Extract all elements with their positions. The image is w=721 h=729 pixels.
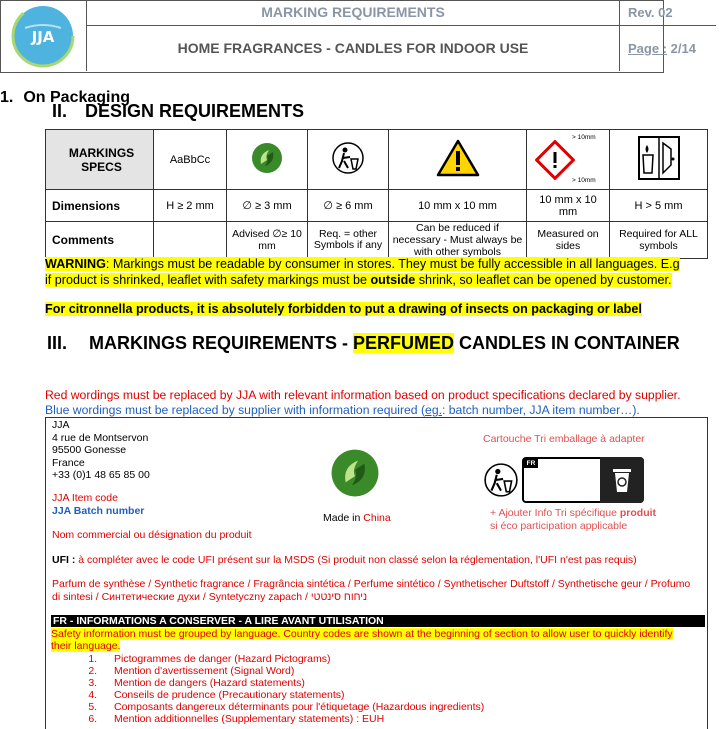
blue-note [45, 403, 640, 417]
citronella-text: For citronnella products, it is absolutely forbidden to put a drawing of insects on packaging or label [45, 302, 642, 316]
tidyman-cell [308, 130, 389, 190]
jja-item-code: JJA Item code [52, 492, 118, 504]
list-item: 2. Mention d'avertissement (Signal Word) [100, 665, 484, 677]
section-2-title: DESIGN REQUIREMENTS [85, 101, 305, 121]
jja-logo [0, 0, 86, 71]
subsection-1-num: 1. [0, 89, 14, 106]
logo-cell [0, 0, 87, 71]
list-item: 1. Pictogrammes de danger (Hazard Pictograms) [100, 653, 484, 665]
dim-cell: 10 mm x 10 mm [389, 190, 527, 222]
warning-line-2c: shrink, so leaflet can be opened by customer. [415, 273, 672, 287]
tri-info-c: si éco participation applicable [490, 520, 628, 532]
section-2-num: II. [52, 101, 68, 121]
section-2-heading [52, 101, 304, 122]
address-line: France [52, 456, 85, 469]
doc-subtitle: HOME FRAGRANCES - CANDLES FOR INDOOR USE [177, 40, 529, 56]
packaging-mockup [45, 417, 708, 729]
green-dot-icon [330, 448, 380, 498]
comment-cell: Req. = other Symbols if any [308, 222, 389, 259]
cartouche-title: Cartouche Tri emballage à adapter [483, 433, 645, 445]
safety-note-2: their language. [51, 640, 121, 652]
section-3-title-a: MARKINGS REQUIREMENTS - [89, 333, 354, 353]
blue-note-a: Blue wordings must be replaced by supplier with information required ( [45, 403, 426, 417]
blue-note-b: : batch number, JJA item number…). [442, 403, 640, 417]
list-item: 4. Conseils de prudence (Precautionary statements) [100, 689, 484, 701]
leaflet-symbol-icon [637, 135, 681, 181]
icons-row [46, 130, 708, 190]
comment-cell: Measured on sides [527, 222, 610, 259]
ghs-cell [527, 130, 610, 190]
safety-info-list [82, 653, 484, 725]
green-dot-cell [227, 130, 308, 190]
comment-cell: Can be reduced if necessary - Must always be with other symbols [389, 222, 527, 259]
bin-panel [600, 457, 644, 503]
marking-specs-table [45, 129, 708, 259]
address-line: JJA [52, 419, 70, 431]
tidyman-icon [483, 462, 519, 498]
section-3-title-b: CANDLES IN CONTAINER [454, 333, 680, 353]
section-3-num: III. [47, 333, 68, 353]
green-dot-icon [251, 142, 283, 174]
revision: Rev. 02 [620, 0, 716, 26]
warning-outside: outside [370, 273, 416, 287]
page-value: 2/14 [670, 41, 696, 56]
doc-title: MARKING REQUIREMENTS [87, 0, 619, 26]
made-in-country: China [363, 512, 391, 524]
section-3-title-highlight: PERFUMED [353, 333, 455, 353]
list-item: 3. Mention de dangers (Hazard statements) [100, 677, 484, 689]
made-in [323, 512, 391, 524]
list-item: 5. Composants dangereux déterminants pour l'étiquetage (Hazardous ingredients) [100, 701, 484, 713]
sample-text-cell: AaBbCc [154, 130, 227, 190]
dim-cell: ∅ ≥ 3 mm [227, 190, 308, 222]
sorting-cartouche [522, 457, 644, 503]
perfume-line-2: di sintesi / Синтетические духи / Syntetyczny zapach / ניחוח סינטטי [52, 590, 368, 603]
tidyman-icon [331, 141, 365, 175]
dim-cell: 10 mm x 10 mm [527, 190, 610, 222]
blue-note-eg: eg. [425, 403, 442, 417]
ufi-label: UFI : [52, 554, 79, 566]
comment-cell [154, 222, 227, 259]
page-number [620, 26, 696, 71]
synthetic-fragrance [52, 578, 690, 603]
page-label[interactable]: Page : [628, 41, 668, 56]
row-label-dimensions: Dimensions [46, 190, 154, 222]
svg-text:JJA: JJA [31, 28, 55, 46]
address-line: 95500 Gonesse [52, 444, 127, 456]
dim-cell: H > 5 mm [610, 190, 708, 222]
warning-triangle-cell [389, 130, 527, 190]
warning-line-2a: if product is shrinked, leaflet with safety markings must be [45, 273, 371, 287]
fr-tag: FR [524, 459, 538, 468]
subsection-1-title: On Packaging [23, 89, 131, 106]
ghs-dim-bottom: > 10mm [572, 176, 596, 184]
recycling-bin-icon [611, 466, 633, 494]
dimensions-row [46, 190, 708, 222]
commercial-name: Nom commercial ou désignation du produit [52, 529, 252, 541]
ufi-text: à compléter avec le code UFI présent sur la MSDS (Si produit non classé selon la réglementation, l'UFI n'est pas requis) [78, 554, 637, 566]
row-label-comments: Comments [46, 222, 154, 259]
comments-row [46, 222, 708, 259]
ufi-line [52, 554, 637, 566]
warning-line-1: : Markings must be readable by consumer in stores. They must be fully accessible in all languages. E.g [105, 257, 680, 271]
jja-batch-number: JJA Batch number [52, 505, 145, 517]
section-3-heading [47, 333, 680, 354]
address-line: +33 (0)1 48 65 85 00 [52, 469, 150, 481]
made-in-label: Made in [323, 512, 364, 524]
supplier-address [52, 419, 150, 482]
address-line: 4 rue de Montservon [52, 431, 149, 444]
tri-info-a: + Ajouter Info Tri spécifique [490, 507, 620, 519]
ghs-dim-top: > 10mm [572, 133, 596, 141]
comment-cell: Required for ALL symbols [610, 222, 708, 259]
warning-triangle-icon [436, 138, 480, 178]
leaflet-cell [610, 130, 708, 190]
warning-label: WARNING [45, 257, 106, 271]
comment-cell: Advised ∅≥ 10 mm [227, 222, 308, 259]
fr-info-bar: FR - INFORMATIONS A CONSERVER - A LIRE AVANT UTILISATION [51, 615, 705, 627]
row-label-specs: MARKINGS SPECS [46, 130, 154, 190]
tri-info [490, 507, 656, 533]
tri-info-b: produit [619, 507, 657, 519]
warning-text [45, 256, 721, 288]
citronella-warning [45, 302, 642, 316]
ghs-pictogram-icon [535, 140, 575, 180]
safety-note [51, 628, 673, 640]
dim-cell: ∅ ≥ 6 mm [308, 190, 389, 222]
red-note: Red wordings must be replaced by JJA with relevant information based on product specifications declared by supplier. [45, 388, 681, 402]
list-item: 6. Mention additionnelles (Supplementary statements) : EUH [100, 713, 484, 725]
safety-note-1: Safety information must be grouped by language. Country codes are shown at the beginning of section to allow user to quickly identify [51, 628, 673, 640]
perfume-line-1: Parfum de synthèse / Synthetic fragrance / Fragrância sintética / Perfume sintético / Synthetischer Duftstoff / Synthetische geur / Profumo [52, 578, 691, 590]
document-header [0, 0, 696, 73]
dim-cell: H ≥ 2 mm [154, 190, 227, 222]
